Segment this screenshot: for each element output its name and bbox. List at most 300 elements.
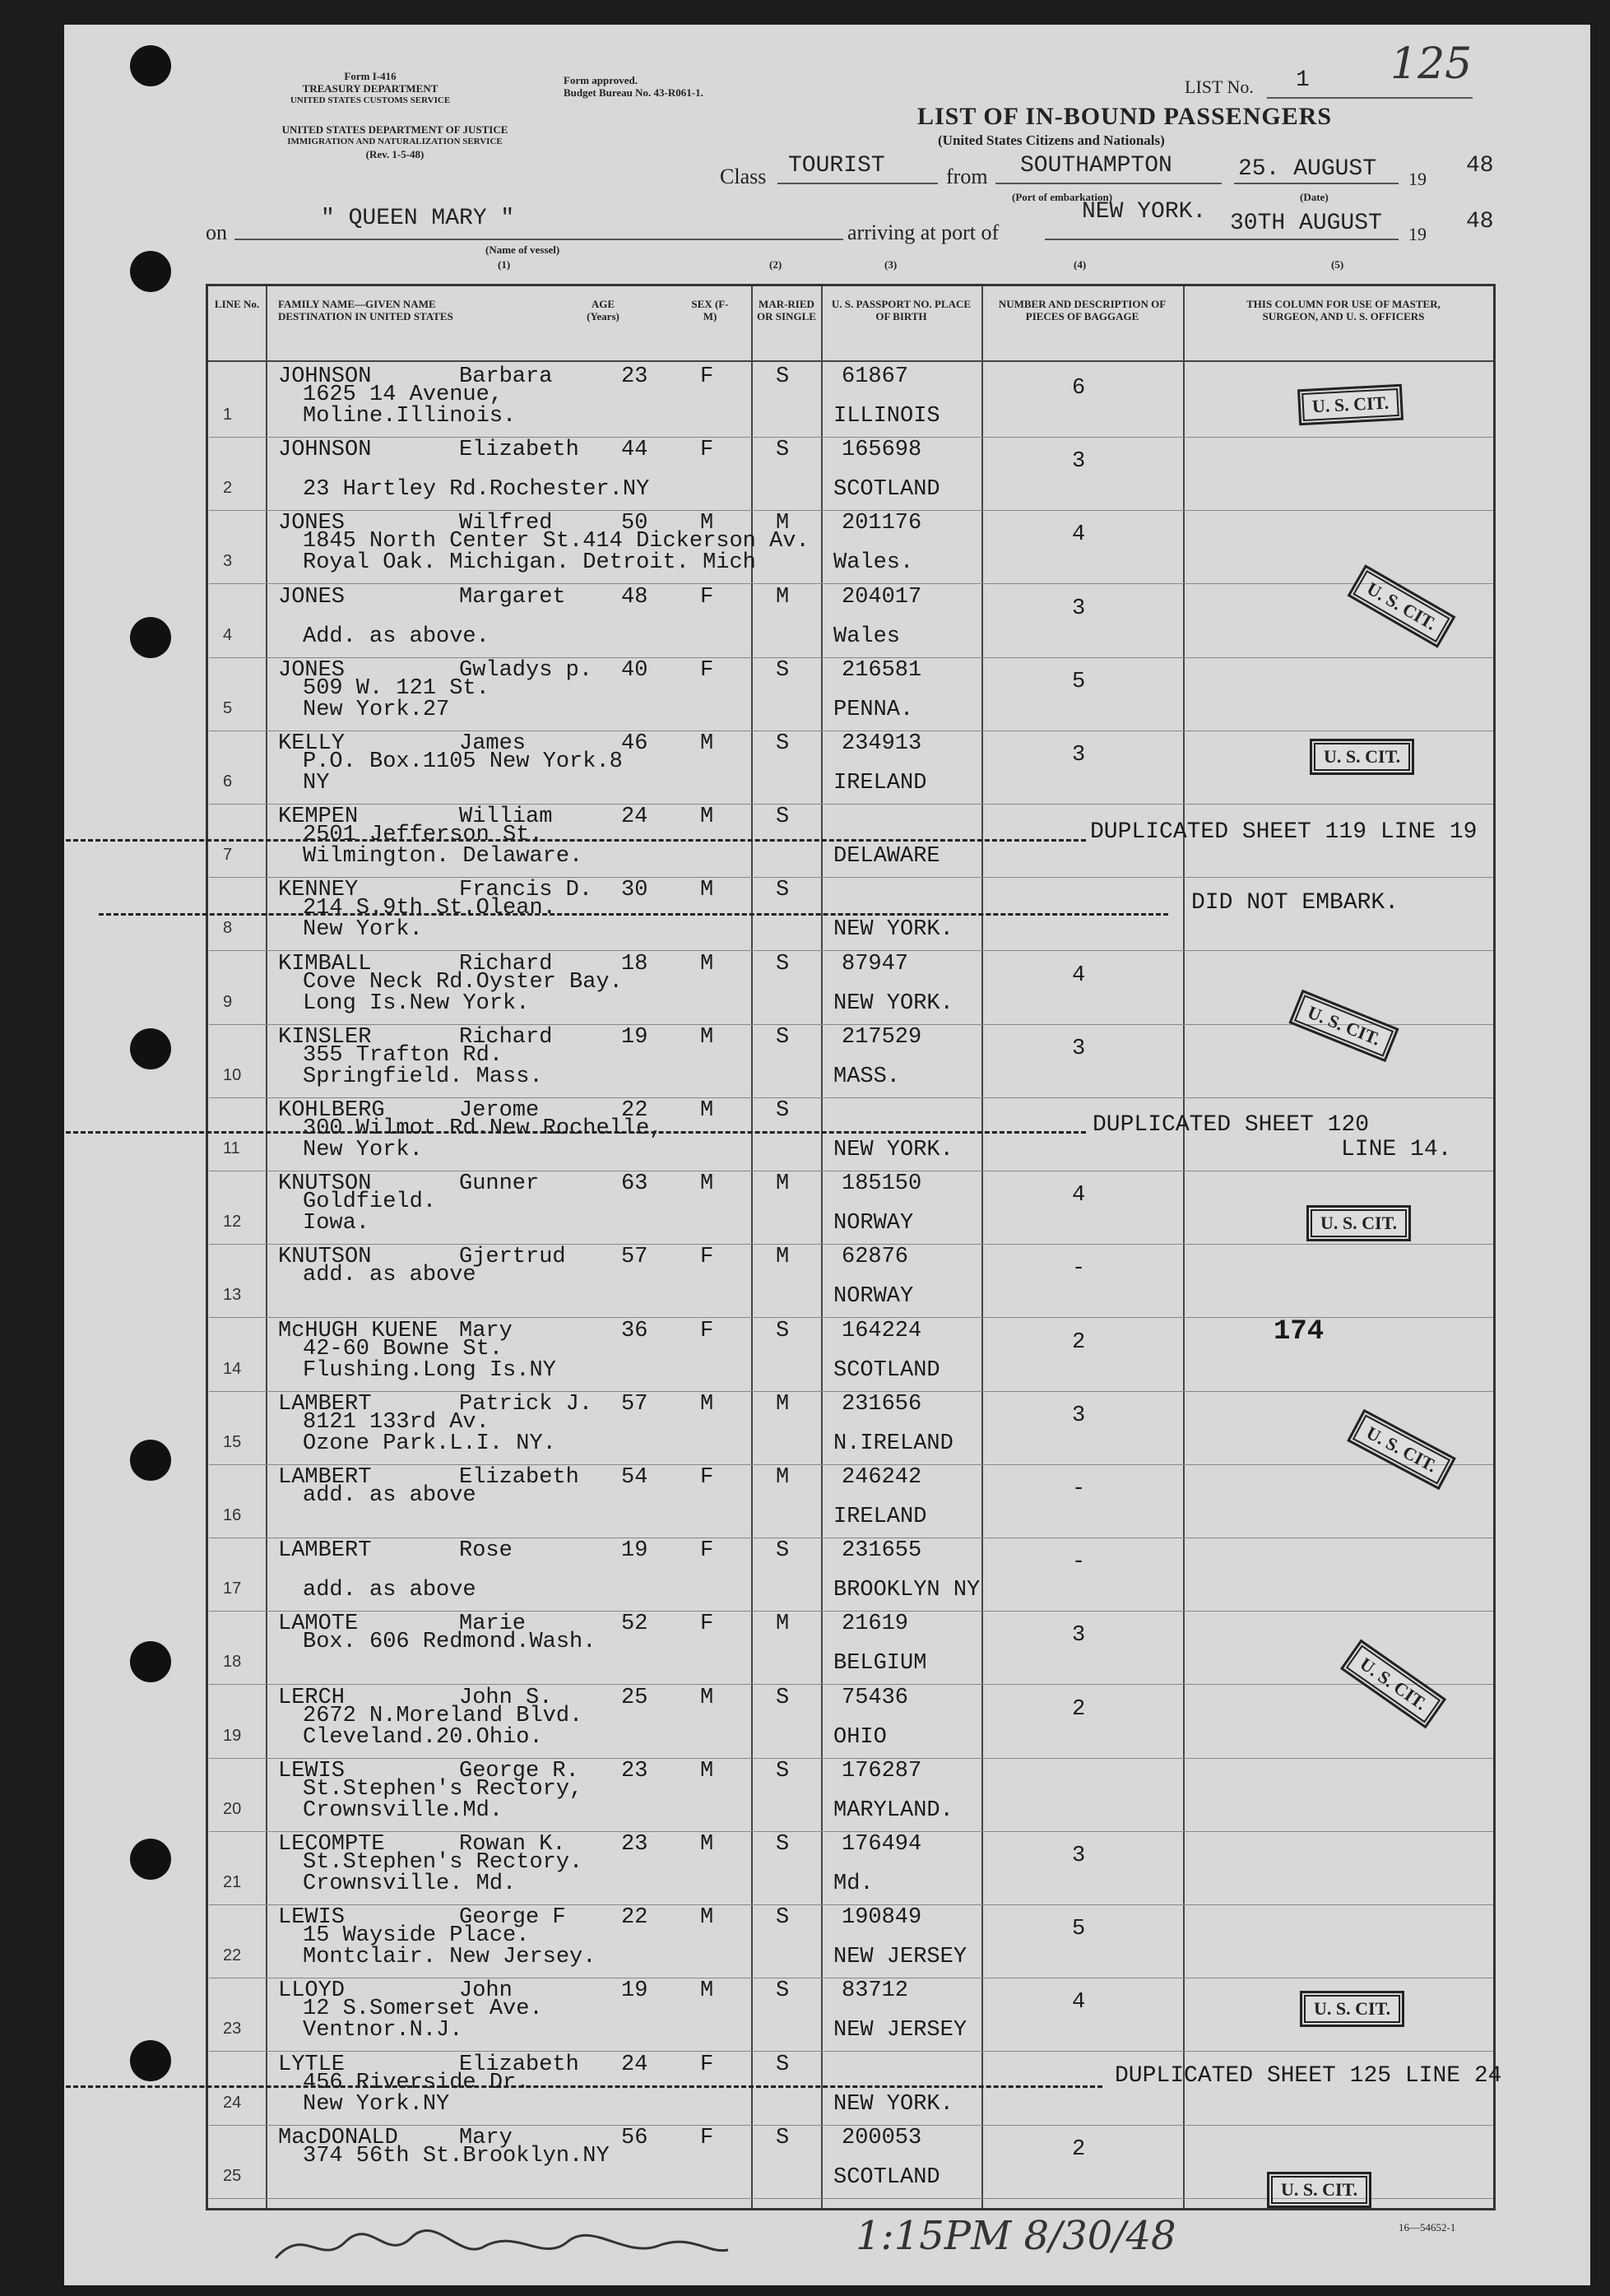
sex: F (700, 2125, 714, 2150)
age: 44 (621, 438, 648, 463)
line-number: 2 (223, 479, 233, 498)
address-line-2: New York.27 (303, 697, 450, 722)
marital-status: S (776, 1978, 790, 2004)
marital-status: S (776, 438, 790, 463)
given-name: Mary (459, 2125, 513, 2150)
marital-status: S (776, 2052, 790, 2077)
passport-number: 164224 (842, 1318, 922, 1343)
place-of-birth: NEW YORK. (833, 2091, 953, 2117)
address-line-2: Wilmington. Delaware. (303, 844, 583, 870)
place-of-birth: OHIO (833, 1724, 887, 1750)
family-name: LAMBERT (278, 1465, 372, 1490)
passport-number: 176287 (842, 1758, 922, 1783)
given-name: Richard (459, 1024, 553, 1050)
justice-dept: UNITED STATES DEPARTMENT OF JUSTICE (281, 123, 508, 136)
sex: F (700, 1245, 714, 1270)
baggage-count: 3 (1072, 743, 1086, 768)
number-174: 174 (1274, 1316, 1325, 1347)
marital-status: S (776, 2125, 790, 2150)
address-line-1: 1625 14 Avenue, (303, 383, 503, 407)
place-of-birth: SCOTLAND (833, 1357, 940, 1383)
given-name: Elizabeth (459, 2052, 579, 2077)
place-of-birth: NEW YORK. (833, 1138, 953, 1162)
baggage-count: 4 (1072, 522, 1086, 548)
form-approved: Form approved. (564, 74, 638, 86)
line-number: 22 (223, 1946, 242, 1965)
strike-line (66, 2085, 1102, 2088)
baggage-count: - (1072, 1256, 1086, 1282)
address-line-1: 2672 N.Moreland Blvd. (303, 1703, 583, 1728)
given-name: John S. (459, 1685, 553, 1710)
passport-number: 231656 (842, 1391, 922, 1417)
sex: M (700, 1832, 714, 1857)
address-line-2: Flushing.Long Is.NY (303, 1357, 556, 1383)
place-of-birth: ILLINOIS (833, 404, 940, 429)
family-name: LERCH (278, 1685, 346, 1710)
age: 19 (621, 1538, 648, 1564)
form-title: LIST OF IN-BOUND PASSENGERS (917, 103, 1333, 130)
family-name: KNUTSON (278, 1171, 372, 1197)
given-name: Elizabeth (459, 438, 579, 463)
header-divider (208, 360, 1493, 362)
address-line-1: 355 Trafton Rd. (303, 1042, 503, 1068)
year-value: 48 (1466, 153, 1494, 179)
address-line-1: 42-60 Bowne St. (303, 1336, 503, 1361)
given-name: Gjertrud (459, 1245, 566, 1270)
marital-status: S (776, 1024, 790, 1050)
marital-status: S (776, 1905, 790, 1931)
sex: M (700, 1685, 714, 1710)
line-number: 6 (223, 772, 233, 791)
from-value: SOUTHAMPTON (1020, 153, 1172, 179)
approval (564, 74, 810, 99)
passport-number: 216581 (842, 657, 922, 683)
table-row (208, 658, 1493, 732)
sex: F (700, 657, 714, 683)
place-of-birth: SCOTLAND (833, 2164, 940, 2190)
sex: M (700, 805, 714, 830)
line-number: 21 (223, 1873, 242, 1891)
given-name: Jerome (459, 1098, 540, 1123)
address-line-2: Moline.Illinois. (303, 404, 517, 429)
line-number: 11 (223, 1139, 240, 1157)
line-number: 18 (223, 1653, 242, 1672)
line-number: 20 (223, 1799, 242, 1818)
strike-line (66, 839, 1086, 842)
list-number: 1 (1296, 67, 1310, 93)
list-label: LIST No. (1185, 77, 1254, 97)
duplicated-note-1: DUPLICATED SHEET 119 LINE 19 (1090, 819, 1478, 845)
baggage-count: 3 (1072, 1036, 1086, 1061)
passport-number: 231655 (842, 1538, 922, 1564)
line-number: 17 (223, 1579, 242, 1598)
line-number: 16 (223, 1506, 242, 1524)
citizen-stamp: U. S. CIT. (1348, 564, 1456, 648)
passport-number: 83712 (842, 1978, 909, 2004)
baggage-count: 2 (1072, 1696, 1086, 1722)
age: 22 (621, 1905, 648, 1931)
marital-status: S (776, 805, 790, 830)
duplicated-note-3: DUPLICATED SHEET 125 LINE 24 (1115, 2063, 1502, 2089)
given-name: Elizabeth (459, 1465, 579, 1490)
table-row (208, 511, 1493, 585)
given-name: Wilfred (459, 511, 553, 536)
family-name: LEWIS (278, 1905, 346, 1931)
given-name: John (459, 1978, 513, 2004)
address-line-2: Ventnor.N.J. (303, 2018, 463, 2043)
baggage-count: 3 (1072, 1844, 1086, 1868)
place-of-birth: IRELAND (833, 1505, 927, 1529)
strike-line (66, 1131, 1086, 1134)
address-line-2: New York. (303, 917, 423, 943)
place-of-birth: Wales (833, 624, 901, 649)
citizen-stamp: U. S. CIT. (1340, 1640, 1446, 1729)
address-line-1: add. as above (303, 1483, 476, 1508)
address-line-1: St.Stephen's Rectory. (303, 1850, 583, 1875)
baggage-count: 6 (1072, 376, 1086, 401)
from-label: from (946, 165, 988, 188)
given-name: Francis D. (459, 878, 593, 903)
sex: M (700, 1391, 714, 1417)
age: 48 (621, 584, 648, 610)
line-number: 12 (223, 1213, 242, 1231)
passport-number: 176494 (842, 1832, 922, 1857)
citizen-stamp: U. S. CIT. (1306, 1205, 1411, 1241)
arrival-year: 48 (1466, 209, 1494, 234)
sex: F (700, 1612, 714, 1637)
address-line-2: Montclair. New Jersey. (303, 1945, 596, 1970)
baggage-count: - (1072, 1550, 1086, 1575)
col-line-no: LINE No. (214, 298, 260, 310)
address-line-2: NY (303, 771, 330, 795)
marital-status: S (776, 364, 790, 389)
strike-line (99, 913, 1168, 916)
place-of-birth: SCOTLAND (833, 477, 940, 503)
port-caption: (Port of embarkation) (1012, 191, 1113, 203)
on-label: on (206, 220, 227, 244)
marital-status: M (776, 1391, 790, 1417)
address-line-2: Iowa. (303, 1211, 370, 1236)
col1-number: (1) (498, 258, 511, 271)
col3-number: (3) (884, 258, 898, 271)
passport-number: 165698 (842, 438, 922, 463)
family-name: LLOYD (278, 1978, 346, 2004)
col-sex: SEX (F-M) (691, 298, 729, 322)
citizen-stamp: U. S. CIT. (1310, 739, 1414, 775)
age: 23 (621, 1758, 648, 1783)
address-line-2: Long Is.New York. (303, 990, 530, 1016)
place-of-birth: MARYLAND. (833, 1797, 953, 1823)
address-line-1: 509 W. 121 St. (303, 675, 489, 701)
age: 57 (621, 1391, 648, 1417)
table-row (208, 1686, 1493, 1760)
passport-number: 21619 (842, 1612, 909, 1637)
line-number: 1 (223, 406, 233, 424)
vessel-name: " QUEEN MARY " (321, 206, 515, 231)
family-name: LAMOTE (278, 1612, 359, 1637)
address-line-1: 2501 Jefferson St. (303, 823, 543, 848)
family-name: KNUTSON (278, 1245, 372, 1270)
marital-status: S (776, 1318, 790, 1343)
baggage-count: 5 (1072, 1917, 1086, 1942)
given-name: Gwladys p. (459, 657, 593, 683)
table-row (208, 1759, 1493, 1833)
sex: F (700, 364, 714, 389)
form-number: Form I-416 (344, 70, 397, 82)
address-line-2: Royal Oak. Michigan. Detroit. Mich (303, 550, 756, 576)
age: 46 (621, 731, 648, 756)
age: 24 (621, 805, 648, 830)
age: 40 (621, 657, 648, 683)
family-name: KINSLER (278, 1024, 372, 1050)
class-underline (777, 183, 938, 184)
duplicated-note-2-line: LINE 14. (1341, 1137, 1452, 1162)
line-number: 4 (223, 625, 233, 644)
sex: M (700, 1024, 714, 1050)
marital-status: M (776, 511, 790, 536)
age: 52 (621, 1612, 648, 1637)
revision: (Rev. 1-5-48) (365, 148, 425, 160)
baggage-count: 2 (1072, 1329, 1086, 1355)
family-name: KIMBALL (278, 951, 372, 976)
passport-number: 87947 (842, 951, 909, 976)
family-name: LAMBERT (278, 1391, 372, 1417)
place-of-birth: DELAWARE (833, 844, 940, 870)
table-row (208, 438, 1493, 512)
col-age: AGE (Years) (587, 298, 619, 322)
address-line-1: add. as above (303, 1263, 476, 1288)
form-subtitle: (United States Citizens and Nationals) (938, 132, 1165, 148)
age: 30 (621, 878, 648, 903)
age: 18 (621, 951, 648, 976)
punch-hole (130, 617, 171, 658)
address-line-1: 8121 133rd Av. (303, 1409, 489, 1435)
sex: M (700, 1905, 714, 1931)
address-line-1: 374 56th St.Brooklyn.NY (303, 2143, 610, 2168)
year-prefix: 19 (1408, 169, 1427, 189)
page-number: 125 (1390, 39, 1473, 89)
vessel-underline (234, 239, 843, 240)
address-line-2: Cleveland.20.Ohio. (303, 1724, 543, 1750)
address-line-1: 300 Wilmot Rd.New Rochelle, (303, 1116, 663, 1141)
punch-hole (130, 1440, 171, 1481)
given-name: George R. (459, 1758, 579, 1783)
form-header (247, 70, 494, 107)
treasury-dept: TREASURY DEPARTMENT (302, 82, 438, 95)
marital-status: M (776, 584, 790, 610)
passport-number: 234913 (842, 731, 922, 756)
family-name: McHUGH KUENE (278, 1318, 438, 1343)
sex: M (700, 511, 714, 536)
line-number: 3 (223, 552, 233, 571)
marital-status: M (776, 1612, 790, 1637)
marital-status: S (776, 1098, 790, 1123)
sex: M (700, 1098, 714, 1123)
line-number: 10 (223, 1065, 242, 1084)
line-number: 23 (223, 2020, 242, 2039)
punch-hole (130, 1839, 171, 1880)
marital-status: S (776, 1832, 790, 1857)
passport-number: 246242 (842, 1465, 922, 1490)
from-underline (995, 183, 1222, 184)
age: 22 (621, 1098, 648, 1123)
col-passport: U. S. PASSPORT NO. PLACE OF BIRTH (831, 298, 972, 322)
ins-service: IMMIGRATION AND NATURALIZATION SERVICE (287, 137, 503, 146)
col4-number: (4) (1074, 258, 1087, 271)
age: 57 (621, 1245, 648, 1270)
sex: M (700, 1758, 714, 1783)
place-of-birth: NEW JERSEY (833, 1945, 967, 1970)
age: 25 (621, 1685, 648, 1710)
signature-scribble-icon (271, 2221, 732, 2270)
col2-number: (2) (769, 258, 782, 271)
address-line-2: New York. (303, 1138, 423, 1162)
family-name: MacDONALD (278, 2125, 398, 2150)
family-name: KEMPEN (278, 805, 359, 830)
family-name: JOHNSON (278, 438, 372, 463)
address-line-2: add. as above (303, 1578, 476, 1603)
passport-number: 190849 (842, 1905, 922, 1931)
sex: F (700, 2052, 714, 2077)
marital-status: S (776, 731, 790, 756)
table-row (208, 1538, 1493, 1612)
place-of-birth: NEW YORK. (833, 917, 953, 943)
line-number: 14 (223, 1359, 242, 1378)
given-name: Gunner (459, 1171, 540, 1197)
address-line-1: 214 S.9th St.Olean. (303, 896, 556, 921)
sex: M (700, 1978, 714, 2004)
class-label: Class (720, 165, 767, 188)
given-name: Rose (459, 1538, 513, 1564)
given-name: Richard (459, 951, 553, 976)
table-row (208, 1171, 1493, 1245)
address-line-2: New York.NY (303, 2091, 450, 2117)
budget-bureau: Budget Bureau No. 43-R061-1. (564, 86, 703, 99)
address-line-2: Springfield. Mass. (303, 1064, 543, 1089)
arrival-underline (1045, 239, 1399, 240)
place-of-birth: Md. (833, 1872, 874, 1896)
family-name: JONES (278, 657, 346, 683)
place-of-birth: IRELAND (833, 771, 927, 795)
sex: F (700, 1318, 714, 1343)
baggage-count: - (1072, 1477, 1086, 1501)
baggage-count: 4 (1072, 1990, 1086, 2015)
age: 23 (621, 364, 648, 389)
address-line-2: Crownsville.Md. (303, 1797, 503, 1823)
table-row (208, 731, 1493, 805)
punch-hole (130, 1028, 171, 1069)
line-number: 13 (223, 1286, 242, 1305)
passport-number: 62876 (842, 1245, 909, 1270)
marital-status: S (776, 951, 790, 976)
arrival-port: NEW YORK. (1082, 199, 1207, 225)
col-officers: THIS COLUMN FOR USE OF MASTER, SURGEON, AND U. S. OFFICERS (1246, 298, 1441, 322)
line-number: 15 (223, 1432, 242, 1451)
marital-status: S (776, 1538, 790, 1564)
duplicated-note-2: DUPLICATED SHEET 120 (1093, 1112, 1370, 1138)
given-name: Patrick J. (459, 1391, 593, 1417)
marital-status: S (776, 657, 790, 683)
address-line-2: Crownsville. Md. (303, 1872, 517, 1896)
table-row (208, 1392, 1493, 1466)
passport-number: 217529 (842, 1024, 922, 1050)
age: 56 (621, 2125, 648, 2150)
place-of-birth: NEW JERSEY (833, 2018, 967, 2043)
place-of-birth: NEW YORK. (833, 990, 953, 1016)
table-row (208, 1832, 1493, 1906)
marital-status: S (776, 878, 790, 903)
place-of-birth: N.IRELAND (833, 1431, 953, 1456)
address-line-1: 15 Wayside Place. (303, 1923, 530, 1949)
baggage-count: 3 (1072, 1623, 1086, 1649)
sex: M (700, 731, 714, 756)
given-name: William (459, 805, 553, 830)
sex: F (700, 1538, 714, 1564)
punch-hole (130, 45, 171, 86)
baggage-count: 4 (1072, 962, 1086, 988)
inspector-signature (271, 2221, 732, 2281)
punch-hole (130, 251, 171, 292)
family-name: JONES (278, 511, 346, 536)
citizen-stamp: U. S. CIT. (1267, 2172, 1371, 2208)
baggage-count: 3 (1072, 596, 1086, 621)
passport-number: 61867 (842, 364, 909, 389)
citizen-stamp: U. S. CIT. (1297, 384, 1404, 426)
col5-number: (5) (1331, 258, 1344, 271)
date-underline (1234, 183, 1399, 184)
family-name: LYTLE (278, 2052, 346, 2077)
age: 19 (621, 1978, 648, 2004)
arriving-label: arriving at port of (847, 220, 1000, 244)
given-name: James (459, 731, 527, 756)
place-of-birth: Wales. (833, 550, 914, 576)
address-line-1: Box. 606 Redmond.Wash. (303, 1630, 596, 1655)
address-line-1: P.O. Box.1105 New York.8 (303, 749, 623, 774)
given-name: George F (459, 1905, 566, 1931)
address-line-1: 1845 North Center St.414 Dickerson Av. (303, 529, 810, 554)
baggage-count: 5 (1072, 669, 1086, 694)
col-baggage: NUMBER AND DESCRIPTION OF PIECES OF BAGGAGE (998, 298, 1167, 322)
table-row (208, 1465, 1493, 1539)
age: 36 (621, 1318, 648, 1343)
address-line-1: 456 Riverside Dr. (303, 2070, 530, 2095)
family-name: JOHNSON (278, 364, 372, 389)
citizen-stamp: U. S. CIT. (1347, 1409, 1456, 1491)
col-married: MAR-RIED OR SINGLE (757, 298, 816, 322)
age: 54 (621, 1465, 648, 1490)
sex: F (700, 584, 714, 610)
date-caption: (Date) (1300, 191, 1329, 203)
class-value: TOURIST (788, 153, 885, 179)
address-line-2: 23 Hartley Rd.Rochester.NY (303, 477, 650, 503)
given-name: Marie (459, 1612, 527, 1637)
family-name: KOHLBERG (278, 1098, 385, 1123)
table-row (208, 1245, 1493, 1319)
marital-status: S (776, 1758, 790, 1783)
age: 23 (621, 1832, 648, 1857)
punch-hole (130, 1641, 171, 1682)
given-name: Margaret (459, 584, 566, 610)
baggage-count: 3 (1072, 449, 1086, 475)
sex: F (700, 1465, 714, 1490)
table-row (208, 1025, 1493, 1099)
baggage-count: 3 (1072, 1403, 1086, 1428)
inspector-date: 1:15PM 8/30/48 (856, 2213, 1176, 2259)
marital-status: M (776, 1171, 790, 1197)
passenger-table (206, 284, 1496, 2210)
place-of-birth: NORWAY (833, 1211, 914, 1236)
list-underline (1267, 97, 1473, 99)
